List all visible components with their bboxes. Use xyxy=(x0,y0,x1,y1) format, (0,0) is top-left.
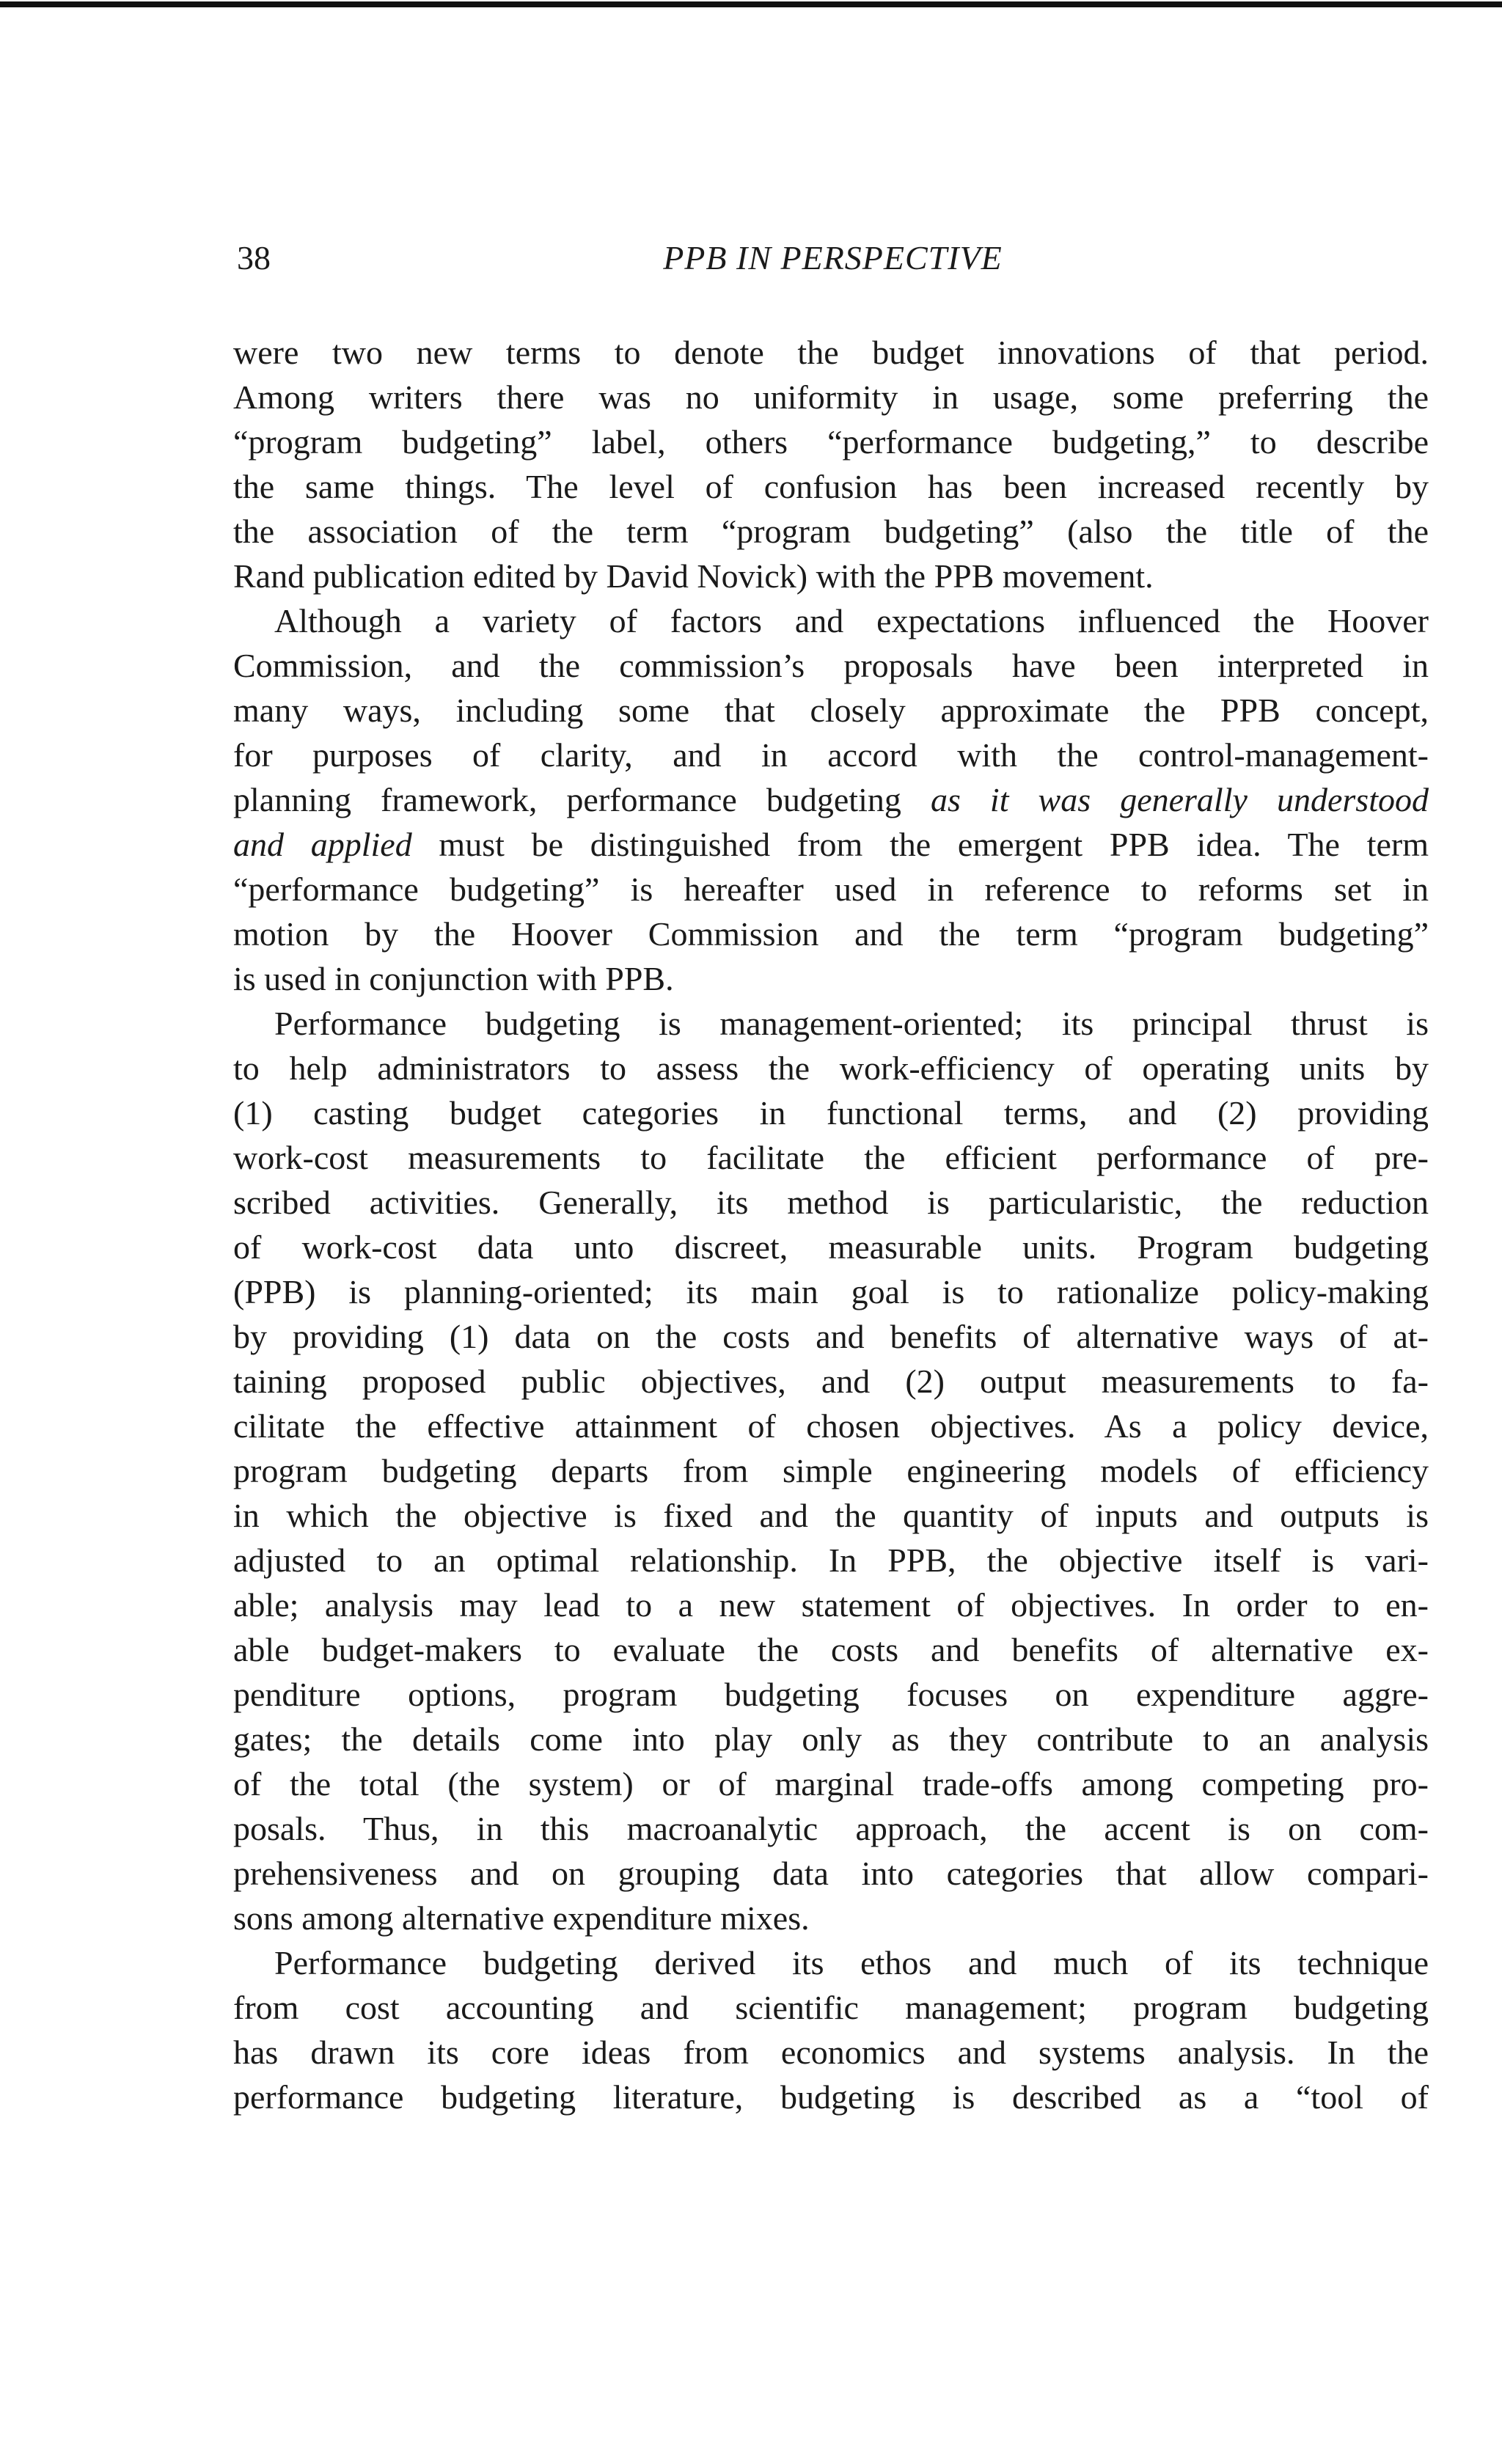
page-header xyxy=(237,236,1429,287)
text-line: cilitate the effective attainment of chosen objectives. As a policy device, xyxy=(233,1407,1429,1445)
running-head: PPB IN PERSPECTIVE xyxy=(663,239,1003,276)
text-line: Although a variety of factors and expectations influenced the Hoover xyxy=(274,602,1429,639)
text-line: for purposes of clarity, and in accord with the control-management- xyxy=(233,736,1429,774)
top-rule xyxy=(0,1,1502,7)
text-line: (1) casting budget categories in functional terms, and (2) providing xyxy=(233,1094,1429,1132)
text-line: were two new terms to denote the budget innovations of that period. xyxy=(233,334,1429,371)
text-line: “program budgeting” label, others “performance budgeting,” to describe xyxy=(233,423,1429,461)
text-line: taining proposed public objectives, and (2) output measurements to fa- xyxy=(233,1363,1429,1400)
text-line: of the total (the system) or of marginal trade-offs among competing pro- xyxy=(233,1765,1429,1803)
text-line: prehensiveness and on grouping data into categories that allow compari- xyxy=(233,1855,1429,1892)
paragraph-1 xyxy=(233,330,1429,598)
paragraph-2 xyxy=(233,598,1429,1001)
text-line: able; analysis may lead to a new statement of objectives. In order to en- xyxy=(233,1586,1429,1624)
text-line: “performance budgeting” is hereafter used in reference to reforms set in xyxy=(233,870,1429,908)
text-line: able budget-makers to evaluate the costs and benefits of alternative ex- xyxy=(233,1631,1429,1668)
body-text xyxy=(233,330,1429,2119)
text-line: by providing (1) data on the costs and benefits of alternative ways of at- xyxy=(233,1318,1429,1355)
text-line: penditure options, program budgeting focuses on expenditure aggre- xyxy=(233,1676,1429,1713)
text-line: Commission, and the commission’s proposals have been interpreted in xyxy=(233,647,1429,684)
italic-emphasis: and applied xyxy=(233,826,412,863)
text-line: in which the objective is fixed and the quantity of inputs and outputs is xyxy=(233,1497,1429,1534)
page-number: 38 xyxy=(237,239,271,276)
text-line: many ways, including some that closely approximate the PPB concept, xyxy=(233,692,1429,729)
text-line: Rand publication edited by David Novick) with the PPB movement. xyxy=(233,557,1154,595)
text-line: sons among alternative expenditure mixes. xyxy=(233,1899,810,1937)
text-line: Performance budgeting derived its ethos and much of its technique xyxy=(274,1944,1429,1981)
text-line: posals. Thus, in this macroanalytic approach, the accent is on com- xyxy=(233,1810,1429,1847)
text-line: scribed activities. Generally, its method is particularistic, the reduction xyxy=(233,1184,1429,1221)
text-line: the same things. The level of confusion has been increased recently by xyxy=(233,468,1429,505)
paragraph-4 xyxy=(233,1940,1429,2119)
italic-emphasis: as it was generally understood xyxy=(930,781,1429,818)
text-line: adjusted to an optimal relationship. In PPB, the objective itself is vari- xyxy=(233,1541,1429,1579)
text-line: work-cost measurements to facilitate the efficient performance of pre- xyxy=(233,1139,1429,1176)
text-line: Performance budgeting is management-oriented; its principal thrust is xyxy=(274,1005,1429,1042)
text-line: is used in conjunction with PPB. xyxy=(233,960,674,997)
text-line: program budgeting departs from simple engineering models of efficiency xyxy=(233,1452,1429,1489)
text-line: gates; the details come into play only as they contribute to an analysis xyxy=(233,1720,1429,1758)
text-line: to help administrators to assess the work-efficiency of operating units by xyxy=(233,1049,1429,1087)
text-line: performance budgeting literature, budgeting is described as a “tool of xyxy=(233,2078,1429,2116)
text-run: must be distinguished from the emergent PPB idea. The term xyxy=(411,826,1429,863)
paragraph-3 xyxy=(233,1001,1429,1940)
text-line: the association of the term “program budgeting” (also the title of the xyxy=(233,513,1429,550)
text-line-with-emphasis xyxy=(233,777,1429,822)
text-line-with-emphasis xyxy=(233,822,1429,867)
text-line: has drawn its core ideas from economics and systems analysis. In the xyxy=(233,2034,1429,2071)
text-line: Among writers there was no uniformity in usage, some preferring the xyxy=(233,378,1429,416)
text-line: from cost accounting and scientific management; program budgeting xyxy=(233,1989,1429,2026)
text-line: motion by the Hoover Commission and the term “program budgeting” xyxy=(233,915,1429,953)
text-line: (PPB) is planning-oriented; its main goal is to rationalize policy-making xyxy=(233,1273,1429,1310)
text-line: of work-cost data unto discreet, measurable units. Program budgeting xyxy=(233,1228,1429,1266)
text-run: planning framework, performance budgeting xyxy=(233,781,931,818)
